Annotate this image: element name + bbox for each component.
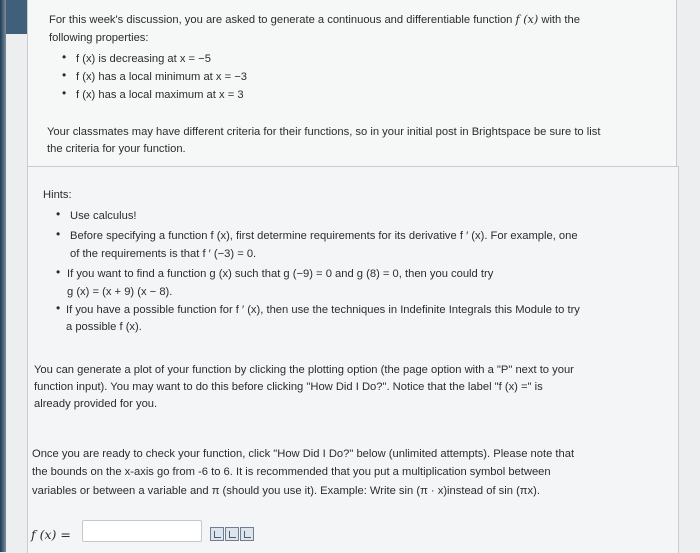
hint-item-cont: of the requirements is that f ′ (−3) = 0. xyxy=(70,248,257,260)
intro-line2: following properties: xyxy=(49,32,149,44)
hints-heading: Hints: xyxy=(43,189,72,201)
hint-item: Before specifying a function f (x), first determine requirements for its derivative f ′ (x). For example, one xyxy=(70,230,578,242)
property-item: f (x) has a local maximum at x = 3 xyxy=(76,89,244,101)
bullet-icon: • xyxy=(56,227,61,241)
plot-note-line2: function input). You may want to do this before clicking "How Did I Do?". Notice that the label "f (x) =" is xyxy=(34,381,543,393)
property-item: f (x) is decreasing at x = −5 xyxy=(76,53,211,65)
bullet-icon: • xyxy=(62,86,67,100)
bullet-icon: • xyxy=(56,265,61,279)
classmates-line2: the criteria for your function. xyxy=(47,143,186,155)
preview-icon[interactable] xyxy=(240,527,254,541)
hint-item: Use calculus! xyxy=(70,210,137,222)
answer-input[interactable] xyxy=(82,520,202,542)
plot-icon[interactable] xyxy=(225,527,239,541)
intro-line1: For this week's discussion, you are asked to generate a continuous and differentiable function xyxy=(49,14,513,26)
intro-function: f (x) xyxy=(515,13,539,26)
classmates-line1: Your classmates may have different criteria for their functions, so in your initial post in Brightspace be sure to list xyxy=(47,126,601,138)
check-note-line1: Once you are ready to check your function, click "How Did I Do?" below (unlimited attempts). Please note that xyxy=(32,448,575,460)
bullet-icon: • xyxy=(56,207,61,221)
bullet-icon: • xyxy=(56,301,61,315)
plot-note-line1: You can generate a plot of your function by clicking the plotting option (the page option with a "P" next to your xyxy=(34,364,574,376)
check-note-line2: the bounds on the x-axis go from -6 to 6. It is recommended that you put a multiplication symbol between xyxy=(32,466,551,478)
plot-note-line3: already provided for you. xyxy=(34,398,158,410)
answer-label: f (x) = xyxy=(31,527,71,542)
hint-item-cont: g (x) = (x + 9) (x − 8). xyxy=(67,286,173,298)
bullet-icon: • xyxy=(62,50,67,64)
property-item: f (x) has a local minimum at x = −3 xyxy=(76,71,247,83)
check-note-line3: variables or between a variable and π (should you use it). Example: Write sin (π · x)instead of sin (πx). xyxy=(32,485,540,497)
bullet-icon: • xyxy=(62,68,67,82)
intro-text xyxy=(49,13,580,27)
hint-item: If you want to find a function g (x) such that g (−9) = 0 and g (8) = 0, then you could try xyxy=(67,268,494,280)
hint-item-cont: a possible f (x). xyxy=(66,321,142,333)
equation-editor-icon[interactable] xyxy=(210,527,224,541)
answer-tools xyxy=(210,527,254,541)
hint-item: If you have a possible function for f ′ (x), then use the techniques in Indefinite Integrals this Module to try xyxy=(66,304,580,316)
intro-line1-end: with the xyxy=(541,14,580,26)
left-edge xyxy=(0,0,6,552)
